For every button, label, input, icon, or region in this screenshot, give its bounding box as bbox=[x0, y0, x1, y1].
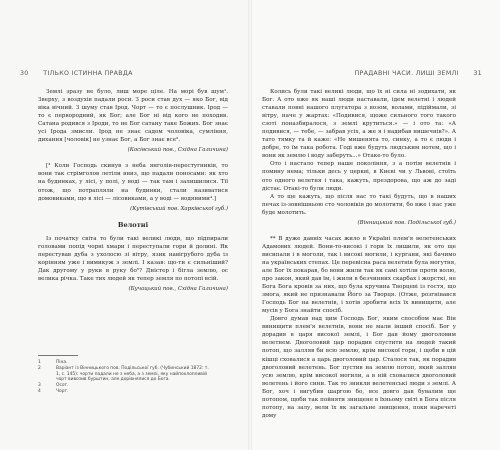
paragraph: Із початку світа то були такі великі люди, що підпирали головами попід чорні хмари і переступали гори й долині. Як перестував дуба з ухолосю зі вітру, язик навігрубого дуба із корінням уже і вимикуж з землі. І казав: що-ти є сильніший? Дак другому у руки в руку бо⁵? Дністер і бігла землю, ос велика річка. Таке тих людей як тепер земля по потопі всій. bbox=[38, 235, 228, 282]
footnote bbox=[38, 366, 213, 383]
paragraph: Землі зразу не було, лиш море ціле. На морі був шум¹. Зверху, з воздухів падали роси. З роси став дух — яко Бог, від віка вічний. З шуму став Ірод. Чорт — то є послушник. Ірод — то є первородний, як Бог; але Бог ні від кого не походив. Сатана родився з Іроди, то не Бог сатану таке Божих. Бог знає усі Ірода змисли. Ірод не знає садом чоловіка, сумління, дихання [чоловік] не узнає Бог, а Бог знає все². bbox=[38, 89, 228, 144]
right-text-column bbox=[262, 88, 456, 420]
footnote-rule bbox=[38, 355, 78, 356]
footnote-text: Варіант із Вінницького пов. Подільської губ. (Чубинський 1872: т. 1, с. 145): чорти падали не з неба, а з землі, яку найпохлопливій чорт вивозив бурштин, але дорівнялися до Бога. bbox=[56, 365, 209, 383]
left-page-number: 30 bbox=[20, 70, 29, 77]
right-page bbox=[250, 0, 500, 450]
footnote-number: 4 bbox=[38, 388, 41, 394]
book-gutter bbox=[248, 0, 252, 450]
right-running-head bbox=[354, 70, 482, 77]
footnote-number: 3 bbox=[38, 383, 41, 389]
paragraph: Довго думав над цим Господь Бог, яким способом має Він винищити плем'я велетнів, вони не мали інший спосіб. Бог у дорадив в царя високої землі, і Бог дав йому двоголовим велетнем. Двоголовий цар порадив спустити на людей такий потоп, що залляв би всю землю, крім високої гори, і щоби в цій кішці сховалися а царь двоголовий цар. Сталося так, як порадив двоголовий велетень. Бог пустив на землю потоп, який залляв усю землю, крім високої могили, а в ній сховалися двоголовий велетень і його сини. Так то зникли велетенські люди з землі. А Бог, хоч і вигубив шаргою бо, все довго дав бувалим ще потопом, щоби так пойняти знищене в їхньому світі в Бога після потопу, на залу, вели їх як загальне знищення, поки наречеті дому bbox=[262, 316, 456, 419]
footnotes bbox=[38, 355, 213, 395]
right-running-title: ПРАДАВНІ ЧАСИ. ЛИШІ ЗЕМЛІ bbox=[354, 70, 459, 77]
section-heading: Велотні bbox=[117, 220, 149, 229]
footnote-text: Осот. bbox=[56, 383, 69, 389]
left-running-title: ТІЛЬКО ІСТИННА ПРАВДА bbox=[43, 70, 133, 77]
left-text-column bbox=[38, 88, 228, 301]
footnote-text: Піна. bbox=[56, 360, 68, 365]
paragraph: [³ Коли Господь скинув з неба янголів-перестугників, то вони так стрімголов летіли вниз, що падали поносами: як хто на будинках, у лісі, у полі, у воді — так там і залишилися. Тії отож, що потрапляли на будинки, стали називатися домовиками, що в лісі — лісовиками, а у воді — водяними⁴.] bbox=[38, 163, 228, 202]
right-page-number: 31 bbox=[473, 70, 482, 77]
source-note: (Бучацький пов., Східна Галичина) bbox=[128, 285, 228, 292]
footnote-text: Чорт. bbox=[56, 388, 69, 394]
footnote bbox=[38, 389, 213, 395]
footnote-number: 1 bbox=[38, 360, 41, 365]
footnote-number: 2 bbox=[38, 365, 41, 371]
paragraph: Колись були такі великі люди, що їх ні сила ні зодихати, як Бог. А ото вже як наші люди наставали, ідем велетні і людей ставали повні нашого плугатора з возом, волами, підіймали, зі вітру, наче у жартах: «Подивися, щоже сильного того такого сзоті поназбиралося, з землі крутиться.» — і ото та: «А подивися, — тебе, — забрав усіх, а же я і надибав нишечнів?». А тато тямку та й каже: «Не мишенята то, синку, а то є люди і добре, то їм така робота. Годі вже будуть людським нотем, що і вони як землю і воду заберуть...» Отаке-то було. bbox=[262, 89, 456, 160]
left-running-head bbox=[20, 70, 133, 77]
source-note: (Косівський пов., Східна Галичина) bbox=[127, 147, 228, 154]
paragraph: А то ще кажуть, що після нас то такі будуть, що в наших печах із-зовнішньою сто чоловіків до молотити, бо вже і нас уже буде молотить. bbox=[262, 193, 456, 216]
paragraph: Ото і настало тепер наше покоління, з а потім велетнів і помину нема; тільки десь у церкві, в Києві чи у Львові, стоїть ото одного велетня і така, кажуть, прездорова, що аж до заді дістає. Отакі-то були люди. bbox=[262, 161, 456, 192]
source-note: (Вінницький пов. Подільської губ.) bbox=[357, 219, 456, 226]
source-note: (Кутівський пов. Харківської губ.) bbox=[130, 205, 228, 212]
paragraph: ** В дуже давніх часах жило в Україні плем'я велетенських Адамових людей. Вони-то-високі і гори їх лишили, як ото ще висипали і в моголи, так і високі могили, і кургани, які бачимо на українських степах. Це перевісна раса велетнів була могутня, але Бог їх покарав, бо вони жили так як самі хотіли проти волю, про закон, який дав їм, і жили в безчинних скарбах і жорсткі, не Бога Бога кровів за них, що була кручина Творцеві із гостя, що змога, який не признавали Його за Творця. (Отже, розгнівався Господь Бог на велетнів, і хотів зробити всіх їх винищити, але мусів у Бога знайти спосіб. bbox=[262, 235, 456, 315]
